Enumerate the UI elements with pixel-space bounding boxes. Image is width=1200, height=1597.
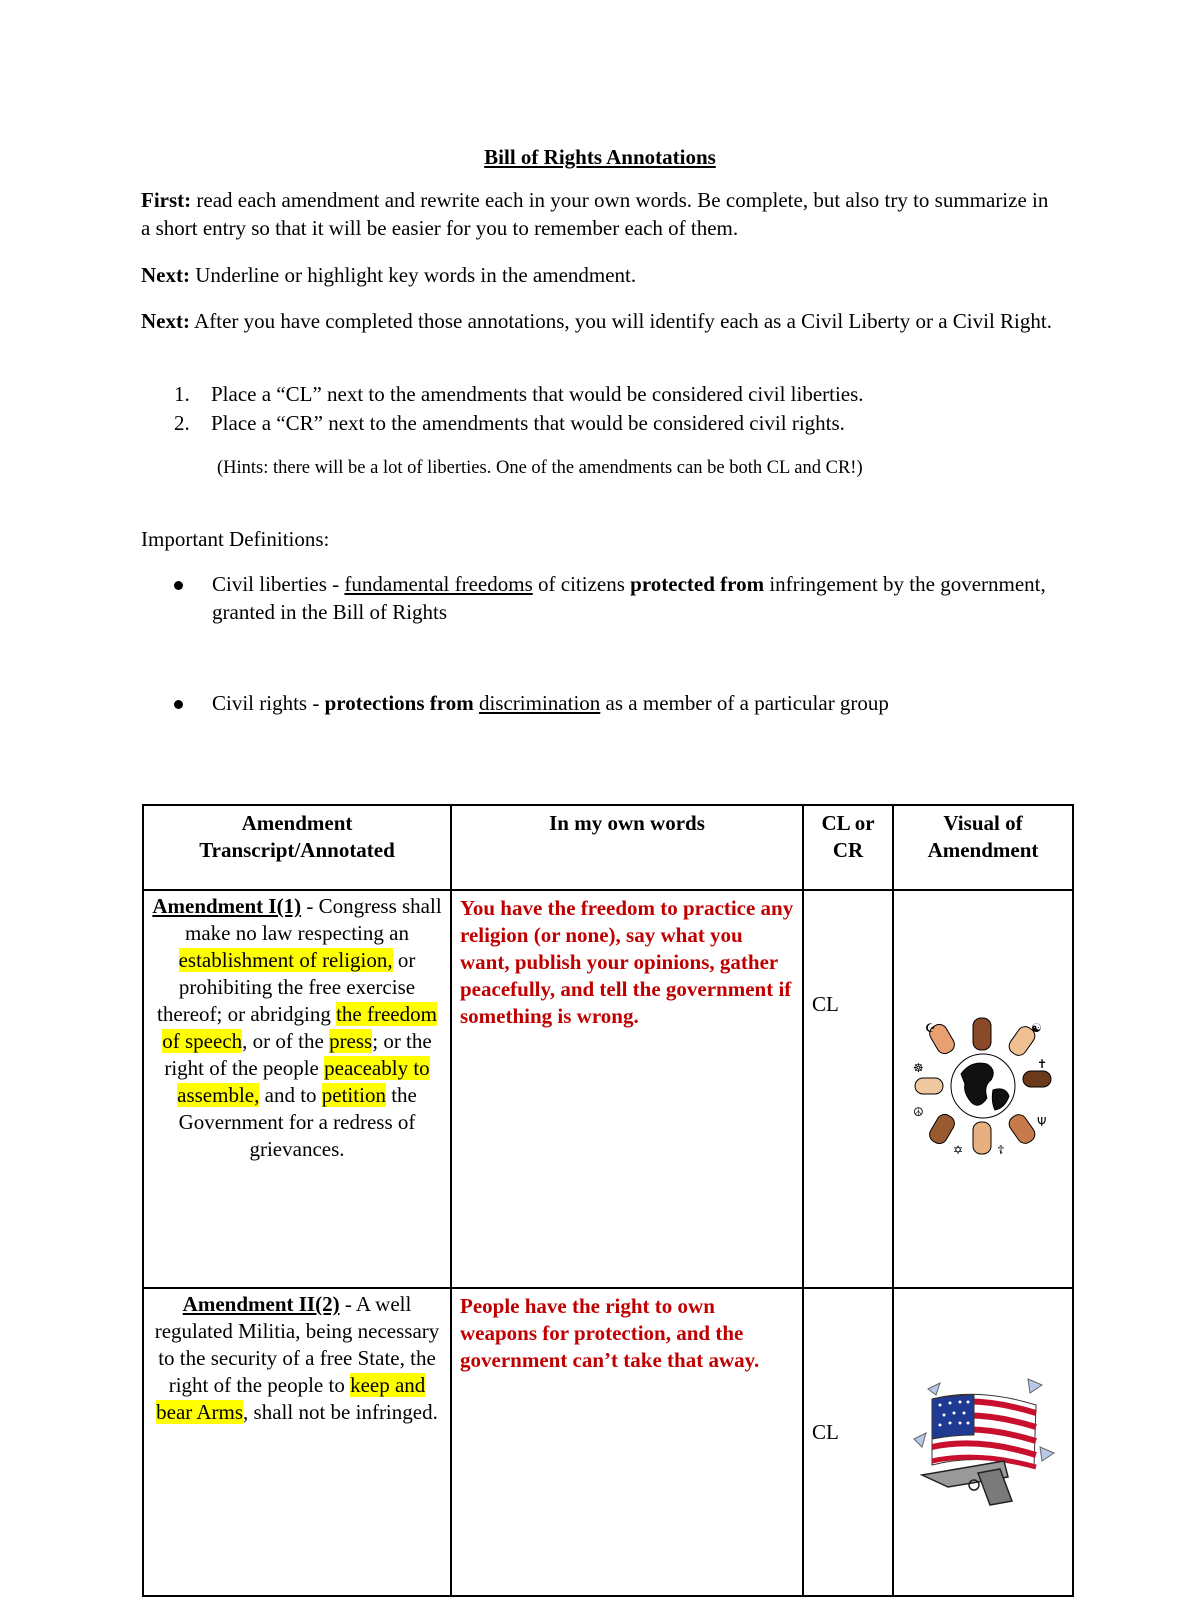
- visual-cell: [893, 1288, 1073, 1596]
- step-number: 1.: [174, 382, 190, 406]
- instruction-first-text: read each amendment and rewrite each in your own words. Be complete, but also try to summarize in a short entry so that it will be easier for you to remember each of them.: [141, 188, 1049, 240]
- instruction-next-2-text: After you have completed those annotations, you will identify each as a Civil Liberty or a Civil Right.: [189, 309, 1052, 333]
- key-phrase: fundamental freedoms: [344, 572, 533, 596]
- instruction-first-label: First:: [141, 188, 192, 212]
- table-header-row: [143, 805, 1073, 890]
- key-phrase: protections from: [324, 691, 474, 715]
- instruction-next-2: [141, 307, 1061, 335]
- highlighted-keyword: peaceably to assemble,: [177, 1056, 430, 1107]
- flag-and-gun-icon: [908, 1369, 1058, 1509]
- amendment-transcript: Amendment I(1) - Congress shall make no law respecting an establishment of religion, or prohibiting the free exercise thereof; or abridging the freedom of speech, or of the press; or the right of the people peaceably to assemble, and to petition the Government for a redress of grievances.: [143, 890, 451, 1288]
- highlighted-keyword: establishment of religion,: [178, 948, 393, 972]
- own-words-cell: [451, 890, 803, 1288]
- header-own-words: In my own words: [451, 805, 803, 890]
- step-text: Place a “CR” next to the amendments that would be considered civil rights.: [211, 411, 845, 435]
- classification-cell: CL: [803, 890, 893, 1288]
- step-item: [174, 409, 1034, 437]
- key-phrase: protected from: [630, 572, 765, 596]
- header-cl-cr: CL or CR: [803, 805, 893, 890]
- svg-text:☯: ☯: [1031, 1020, 1042, 1035]
- header-visual: Visual of Amendment: [893, 805, 1073, 890]
- visual-cell: [893, 890, 1073, 1288]
- instruction-next-2-label: Next:: [141, 309, 190, 333]
- svg-text:☦: ☦: [997, 1142, 1005, 1156]
- amendment-label: Amendment I(1): [152, 894, 302, 918]
- amendment-transcript: Amendment II(2) - A well regulated Militia, being necessary to the security of a free State, the right of the people to keep and bear Arms, shall not be infringed.: [143, 1288, 451, 1596]
- table-row: [143, 890, 1073, 1288]
- own-words-cell: [451, 1288, 803, 1596]
- svg-text:✝: ✝: [1037, 1056, 1048, 1071]
- svg-text:Ψ: Ψ: [1037, 1114, 1047, 1129]
- amendments-table: [142, 804, 1074, 1597]
- instruction-first: [141, 186, 1061, 242]
- definition-term: Civil rights -: [212, 691, 325, 715]
- instruction-next-1-label: Next:: [141, 263, 190, 287]
- svg-text:☸: ☸: [913, 1060, 924, 1075]
- instruction-next-1: [141, 261, 1061, 289]
- highlighted-keyword: keep and bear Arms: [156, 1373, 426, 1424]
- page-title: Bill of Rights Annotations: [484, 145, 716, 169]
- definitions-heading: Important Definitions:: [141, 527, 330, 551]
- step-text: Place a “CL” next to the amendments that would be considered civil liberties.: [211, 382, 864, 406]
- table-row: [143, 1288, 1073, 1596]
- religion-world-hands-icon: [913, 1016, 1053, 1156]
- header-transcript: Amendment Transcript/Annotated: [143, 805, 451, 890]
- amendment-label: Amendment II(2): [182, 1292, 340, 1316]
- step-item: [174, 380, 1034, 408]
- hint-text: (Hints: there will be a lot of liberties. One of the amendments can be both CL and CR!): [217, 458, 863, 478]
- highlighted-keyword: petition: [321, 1083, 386, 1107]
- own-words-answer: People have the right to own weapons for protection, and the government can’t take that away.: [460, 1294, 760, 1372]
- bullet-icon: [174, 700, 183, 709]
- highlighted-keyword: the freedom of speech: [162, 1002, 437, 1053]
- highlighted-keyword: press: [329, 1029, 373, 1053]
- step-number: 2.: [174, 411, 190, 435]
- svg-text:☪: ☪: [925, 1020, 936, 1035]
- own-words-answer: You have the freedom to practice any religion (or none), say what you want, publish your opinions, gather peacefully, and tell the government if something is wrong.: [460, 896, 794, 1028]
- instruction-next-1-text: Underline or highlight key words in the amendment.: [189, 263, 637, 287]
- key-phrase: discrimination: [478, 691, 601, 715]
- svg-text:☮: ☮: [913, 1104, 924, 1119]
- bullet-icon: [174, 581, 183, 590]
- definition-term: Civil liberties -: [212, 572, 345, 596]
- classification-cell: CL: [803, 1288, 893, 1596]
- svg-text:✡: ✡: [953, 1142, 964, 1156]
